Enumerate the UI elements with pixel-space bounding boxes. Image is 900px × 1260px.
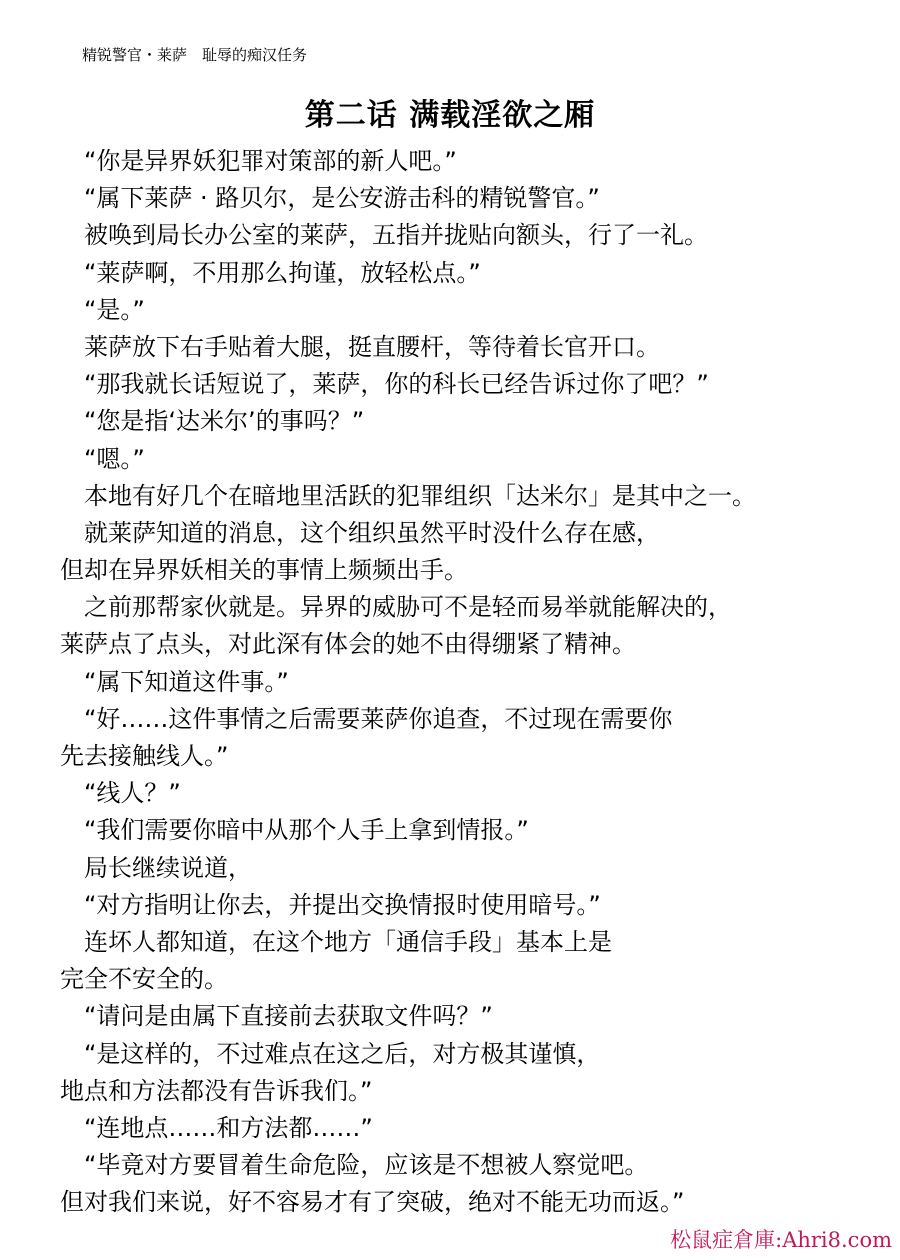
text-line: “是这样的，不过难点在这之后，对方极其谨慎， xyxy=(60,1039,601,1068)
text-line: “连地点……和方法都……” xyxy=(60,1113,373,1142)
body-text xyxy=(60,143,890,1221)
text-line: 莱萨点了点头，对此深有体会的她不由得绷紧了精神。 xyxy=(60,630,636,659)
text-line: 就莱萨知道的消息，这个组织虽然平时没什么存在感， xyxy=(60,518,660,547)
text-line: “对方指明让你去，并提出交换情报时使用暗号。” xyxy=(60,890,601,919)
text-line: “属下知道这件事。” xyxy=(60,667,289,696)
text-line: “您是指‘达米尔’的事吗？” xyxy=(60,407,365,436)
text-line: “是。” xyxy=(60,295,145,324)
text-line: “嗯。” xyxy=(60,444,145,473)
text-line: 莱萨放下右手贴着大腿，挺直腰杆，等待着长官开口。 xyxy=(60,332,660,361)
text-line: “莱萨啊，不用那么拘谨，放轻松点。” xyxy=(60,258,481,287)
text-line: “属下莱萨 · 路贝尔，是公安游击科的精锐警官。” xyxy=(60,184,600,213)
text-line: 但却在异界妖相关的事情上频频出手。 xyxy=(60,556,468,585)
text-line: 完全不安全的。 xyxy=(60,965,228,994)
text-line: 但对我们来说，好不容易才有了突破，绝对不能无功而返。” xyxy=(60,1188,685,1217)
text-line: “你是异界妖犯罪对策部的新人吧。” xyxy=(60,147,457,175)
text-line: 先去接触线人。” xyxy=(60,742,229,770)
text-line: 之前那帮家伙就是。异界的威胁可不是轻而易举就能解决的， xyxy=(60,593,732,622)
text-line: 局长继续说道， xyxy=(60,853,252,882)
text-line: “好……这件事情之后需要莱萨你追查，不过现在需要你 xyxy=(60,704,673,733)
text-line: “我们需要你暗中从那个人手上拿到情报。” xyxy=(60,816,529,845)
running-header: 精锐警官・莱萨 耻辱的痴汉任务 xyxy=(82,46,308,64)
text-line: 被唤到局长办公室的莱萨，五指并拢贴向额头，行了一礼。 xyxy=(60,221,708,250)
text-line: 连坏人都知道，在这个地方「通信手段」基本上是 xyxy=(60,927,612,956)
text-line: “毕竟对方要冒着生命危险，应该是不想被人察觉吧。 xyxy=(60,1151,649,1180)
text-line: 本地有好几个在暗地里活跃的犯罪组织「达米尔」是其中之一。 xyxy=(60,481,756,510)
watermark: 松鼠症倉庫:Ahri8.com xyxy=(670,1228,892,1252)
text-line: “线人？” xyxy=(60,779,181,808)
text-line: “那我就长话短说了，莱萨，你的科长已经告诉过你了吧？” xyxy=(60,370,709,399)
text-line: 地点和方法都没有告诉我们。” xyxy=(60,1076,373,1105)
chapter-title: 第二话 满载淫欲之厢 xyxy=(304,98,596,133)
text-line: “请问是由属下直接前去获取文件吗？” xyxy=(60,1002,493,1031)
